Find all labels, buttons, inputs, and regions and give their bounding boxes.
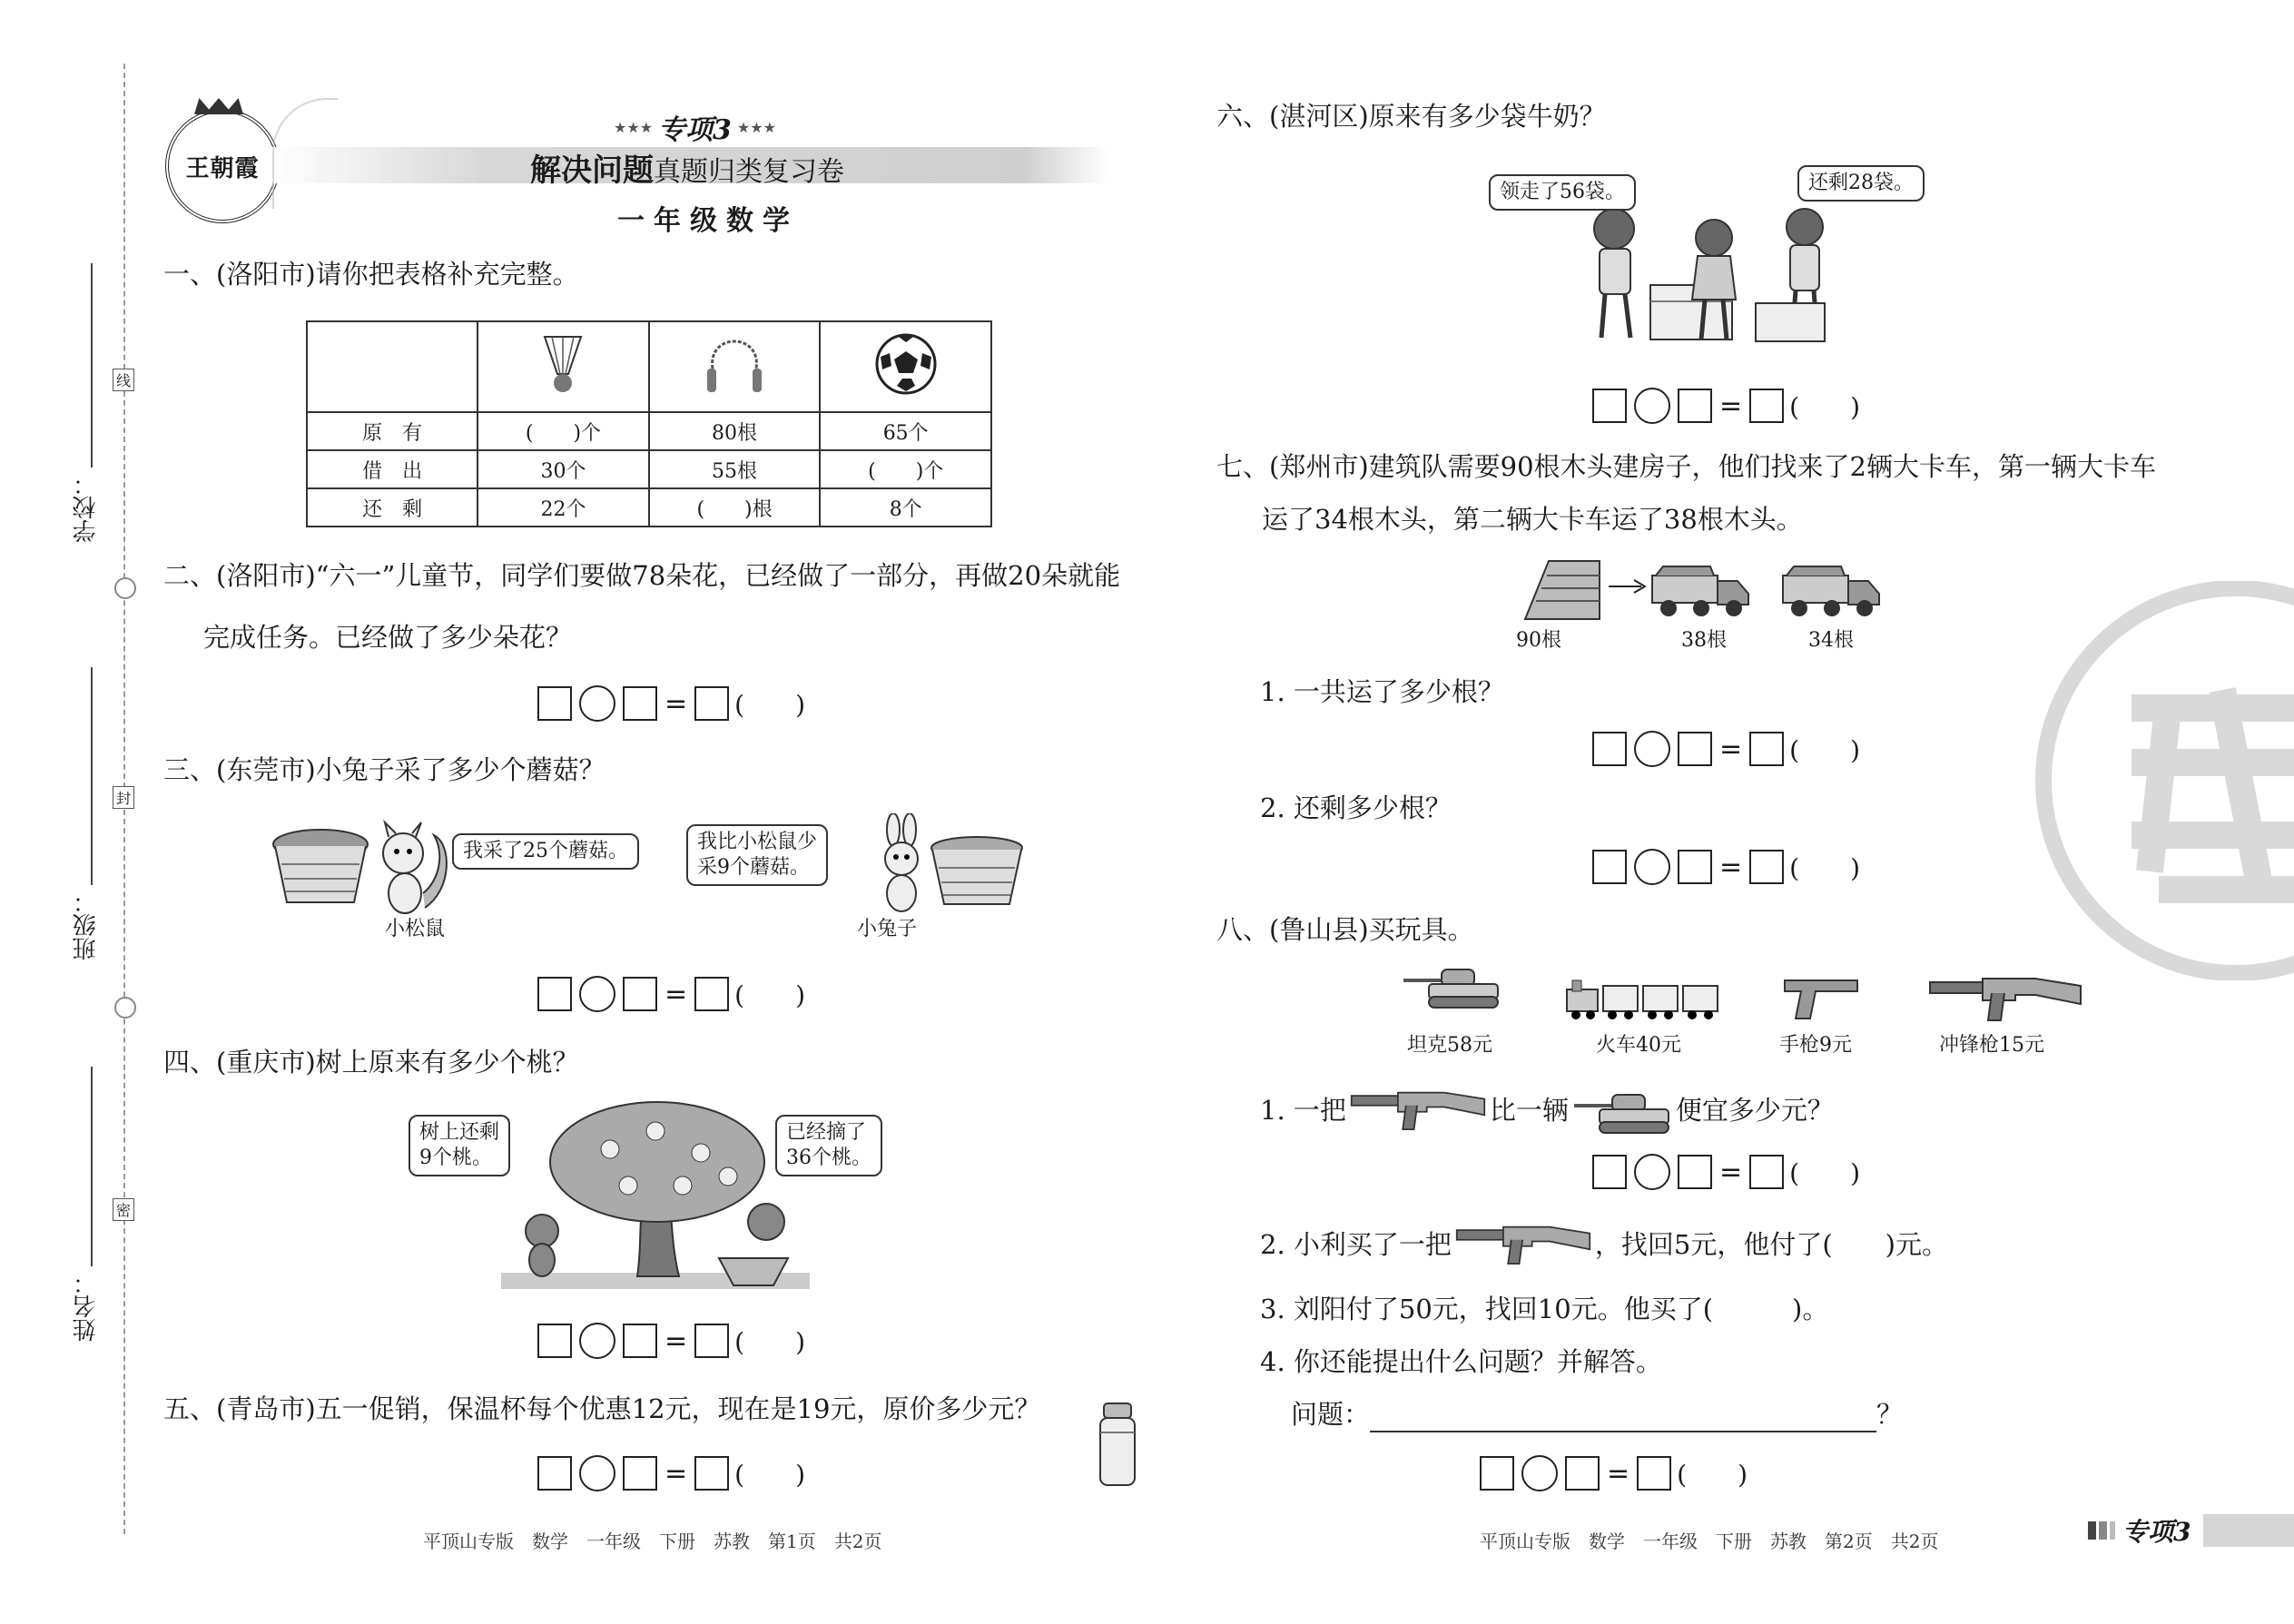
- logo-text: 王朝霞: [185, 154, 260, 182]
- q2-line1: 二、(洛阳市)“六一”儿童节，同学们要做78朵花，已经做了一部分，再做20朵就能: [163, 560, 1121, 591]
- operator-circle[interactable]: [1634, 731, 1670, 767]
- toy-label-pistol: 手枪9元: [1779, 1034, 1852, 1057]
- question-blank-line[interactable]: [1370, 1402, 1876, 1432]
- school-line[interactable]: [91, 263, 93, 468]
- answer-box[interactable]: [537, 1456, 572, 1491]
- logo-crown-icon: [194, 98, 243, 114]
- q8-sub4-equation: [1480, 1454, 1748, 1492]
- answer-box[interactable]: [694, 977, 729, 1011]
- operator-circle[interactable]: [1634, 388, 1670, 424]
- arrow-right-icon: [1607, 577, 1649, 595]
- q2-line2: 完成任务。已经做了多少朵花？: [203, 622, 573, 653]
- title-rest: 真题归类复习卷: [654, 156, 844, 188]
- school-label: 学校：: [73, 472, 100, 543]
- q7-line2: 运了34根木头，第二辆大卡车运了38根木头。: [1262, 504, 1803, 535]
- table-cell: 30个: [478, 450, 648, 488]
- rabbit-speech-bubble: 我比小松鼠少 采9个蘑菇。: [686, 824, 828, 886]
- q7-sub2-equation: [1592, 848, 1860, 886]
- q8-sub1-part-b: 比一辆: [1489, 1095, 1569, 1126]
- operator-circle[interactable]: [579, 1455, 615, 1491]
- submachine-gun-inline-icon-2: [1455, 1222, 1591, 1267]
- question-label: 问题：: [1291, 1399, 1371, 1430]
- footer-tag: [2088, 1512, 2294, 1549]
- operator-circle[interactable]: [579, 1323, 615, 1359]
- table-corner-cell: [307, 321, 478, 412]
- operator-circle[interactable]: [1521, 1455, 1558, 1491]
- toy-label-tank: 坦克58元: [1407, 1034, 1492, 1057]
- q5-text: 五、(青岛市)五一促销，保温杯每个优惠12元，现在是19元，原价多少元？: [163, 1393, 1041, 1424]
- q8-sub2: [1260, 1222, 1948, 1267]
- q8-text: 八、(鲁山县)买玩具。: [1216, 914, 1474, 945]
- row-label: 还 剩: [307, 488, 478, 527]
- tank-icon: [1402, 960, 1501, 1009]
- q7-sub1: 1. 一共运了多少根？: [1260, 676, 1504, 707]
- operator-circle[interactable]: [1634, 1154, 1670, 1190]
- toy-label-smg: 冲锋枪15元: [1939, 1034, 2044, 1057]
- q4-equation: [537, 1322, 805, 1360]
- operator-circle[interactable]: [579, 976, 615, 1012]
- q1-text: 一、(洛阳市)请你把表格补充完整。: [163, 259, 579, 290]
- q8-sub1: [1260, 1086, 1834, 1135]
- answer-box[interactable]: [694, 1324, 729, 1358]
- table-row: [307, 450, 991, 488]
- mushroom-basket-right-icon: [930, 833, 1024, 910]
- title-bold: 解决问题: [530, 153, 654, 189]
- answer-box[interactable]: [1565, 1456, 1600, 1491]
- q3-equation: [537, 975, 805, 1013]
- answer-box[interactable]: [537, 1324, 572, 1358]
- binding-mark-mid: 封: [113, 786, 134, 809]
- milk-children-scene-icon: [1578, 202, 1850, 356]
- answer-box[interactable]: [1678, 1155, 1712, 1189]
- answer-box[interactable]: [1678, 389, 1712, 423]
- binding-circle-1: [114, 577, 136, 599]
- equals-sign: =: [1719, 1156, 1743, 1188]
- table-cell[interactable]: ( )根: [649, 488, 821, 527]
- equals-sign: =: [665, 1324, 688, 1357]
- answer-box[interactable]: [623, 977, 657, 1011]
- class-label: 班级：: [73, 890, 100, 960]
- class-line[interactable]: [91, 667, 93, 885]
- binding-circle-2: [114, 997, 136, 1019]
- mushroom-basket-left-icon: [271, 824, 370, 908]
- binding-mark-bot: 密: [113, 1198, 134, 1221]
- equals-sign: =: [1719, 733, 1743, 765]
- train-icon: [1565, 979, 1719, 1020]
- subtitle: 一年级数学: [617, 205, 799, 237]
- truck-2-label: 34根: [1808, 629, 1854, 652]
- q4-text: 四、(重庆市)树上原来有多少个桃？: [163, 1047, 579, 1078]
- answer-box[interactable]: [537, 686, 572, 721]
- row-label: 借 出: [307, 450, 478, 488]
- unit-blank[interactable]: ( ): [1677, 1460, 1748, 1490]
- footer-tag-label: 专项3: [2122, 1517, 2191, 1547]
- stars-left: ★★★: [614, 118, 654, 136]
- answer-box[interactable]: [694, 686, 729, 721]
- q3-text: 三、(东莞市)小兔子采了多少个蘑菇？: [163, 754, 605, 785]
- answer-box[interactable]: [537, 977, 572, 1011]
- name-label: 姓名：: [73, 1271, 100, 1342]
- answer-box[interactable]: [1637, 1456, 1671, 1491]
- shuttlecock-icon: [536, 332, 590, 396]
- unit-blank[interactable]: ( ): [1789, 853, 1860, 883]
- equals-sign: =: [1719, 851, 1743, 883]
- table-cell: 80根: [649, 412, 821, 450]
- q7-line1: 七、(郑州市)建筑队需要90根木头建房子，他们找来了2辆大卡车，第一辆大卡车: [1216, 451, 2156, 482]
- q1-table: [306, 320, 992, 527]
- answer-box[interactable]: [623, 1324, 657, 1358]
- answer-box[interactable]: [1749, 389, 1784, 423]
- equals-sign: =: [665, 687, 688, 720]
- page-title: [530, 145, 844, 190]
- q8-sub4: 4. 你还能提出什么问题？并解答。: [1260, 1346, 1662, 1377]
- table-header-jumprope: [649, 321, 821, 412]
- answer-box[interactable]: [1678, 732, 1712, 766]
- series-label: 专项3: [658, 114, 732, 146]
- q8-sub1-part-a: 1. 一把: [1260, 1095, 1346, 1126]
- table-cell: 55根: [649, 450, 821, 488]
- jump-rope-icon: [698, 332, 771, 396]
- table-cell: 8个: [820, 488, 991, 527]
- answer-box[interactable]: [1592, 1155, 1627, 1189]
- answer-box[interactable]: [623, 686, 657, 721]
- equals-sign: =: [1719, 389, 1743, 422]
- stars-right: ★★★: [736, 118, 776, 136]
- unit-blank[interactable]: ( ): [1789, 1158, 1860, 1188]
- q8-sub1-equation: [1592, 1153, 1860, 1191]
- table-cell[interactable]: ( )个: [820, 450, 991, 488]
- submachine-gun-inline-icon: [1350, 1088, 1486, 1133]
- q5-equation: [537, 1454, 805, 1492]
- q8-sub2-part-a: 2. 小利买了一把: [1260, 1229, 1452, 1260]
- answer-box[interactable]: [1592, 389, 1627, 423]
- q8-sub2-part-b[interactable]: ，找回5元，他付了( )元。: [1594, 1229, 1948, 1260]
- q8-question-row: [1291, 1396, 1903, 1432]
- unit-blank[interactable]: ( ): [1789, 392, 1860, 422]
- q8-sub3[interactable]: 3. 刘阳付了50元，找回10元。他买了( )。: [1260, 1294, 1829, 1324]
- truck-1-icon: [1650, 563, 1752, 619]
- unit-blank[interactable]: ( ): [734, 1460, 805, 1490]
- table-header-ball: [820, 321, 991, 412]
- toy-label-train: 火车40元: [1596, 1034, 1681, 1057]
- monkey-right-speech-bubble: 已经摘了 36个桃。: [775, 1115, 882, 1176]
- name-line[interactable]: [91, 1067, 93, 1266]
- answer-box[interactable]: [1480, 1456, 1514, 1491]
- squirrel-label: 小松鼠: [385, 918, 446, 940]
- footer-right: 平顶山专版 数学 一年级 下册 苏教 第2页 共2页: [1480, 1530, 1939, 1552]
- logo: [165, 109, 280, 223]
- equals-sign: =: [665, 1457, 688, 1490]
- q6-left-speech-bubble: 领走了56袋。: [1489, 174, 1636, 211]
- answer-box[interactable]: [694, 1456, 729, 1491]
- q6-text: 六、(湛河区)原来有多少袋牛奶？: [1216, 101, 1606, 132]
- answer-box[interactable]: [1592, 850, 1627, 884]
- thermos-cup-icon: [1095, 1400, 1140, 1491]
- pistol-icon: [1783, 975, 1859, 1022]
- footer-tag-squares-icon: [2088, 1521, 2115, 1540]
- equals-sign: =: [665, 978, 688, 1010]
- unit-blank[interactable]: ( ): [734, 690, 805, 720]
- operator-circle[interactable]: [579, 685, 615, 722]
- table-header-shuttlecock: [478, 321, 648, 412]
- table-row: [307, 488, 991, 527]
- q2-equation: [537, 684, 805, 723]
- unit-blank[interactable]: ( ): [1789, 735, 1860, 765]
- footer-tag-band: [2203, 1514, 2294, 1547]
- q7-sub1-equation: [1592, 730, 1860, 768]
- answer-box[interactable]: [1592, 732, 1627, 766]
- table-cell: 22个: [478, 488, 648, 527]
- q7-sub2: 2. 还剩多少根？: [1260, 792, 1452, 823]
- answer-box[interactable]: [1678, 850, 1712, 884]
- row-label: 原 有: [307, 412, 478, 450]
- unit-blank[interactable]: ( ): [734, 1327, 805, 1357]
- q6-equation: [1592, 387, 1860, 425]
- truck-1-label: 38根: [1681, 629, 1727, 652]
- squirrel-speech-bubble: 我采了25个蘑菇。: [452, 833, 639, 870]
- wood-pile-icon: [1521, 556, 1603, 621]
- q8-sub1-part-c: 便宜多少元？: [1675, 1095, 1834, 1126]
- table-row: [307, 412, 991, 450]
- peach-tree-scene-icon: [501, 1095, 810, 1289]
- rabbit-icon: [870, 813, 933, 913]
- footer-left: 平顶山专版 数学 一年级 下册 苏教 第1页 共2页: [423, 1530, 882, 1552]
- table-cell: 65个: [820, 412, 991, 450]
- header-ribbon: [272, 98, 338, 209]
- binding-mark-top: 线: [113, 369, 134, 391]
- unit-blank[interactable]: ( ): [734, 980, 805, 1010]
- question-end: ？: [1876, 1399, 1904, 1430]
- q6-right-speech-bubble: 还剩28袋。: [1797, 165, 1925, 202]
- answer-box[interactable]: [1749, 1155, 1784, 1189]
- equals-sign: =: [1607, 1457, 1630, 1490]
- squirrel-icon: [370, 817, 450, 917]
- answer-box[interactable]: [1749, 732, 1784, 766]
- rabbit-label: 小兔子: [857, 918, 918, 940]
- answer-box[interactable]: [623, 1456, 657, 1491]
- operator-circle[interactable]: [1634, 849, 1670, 885]
- wood-label: 90根: [1516, 629, 1561, 652]
- truck-2-icon: [1781, 563, 1883, 619]
- tank-inline-icon: [1572, 1086, 1672, 1135]
- series-line: [614, 107, 776, 147]
- watermark-seal-icon: [2032, 581, 2294, 980]
- monkey-left-speech-bubble: 树上还剩 9个桃。: [409, 1115, 510, 1176]
- table-cell[interactable]: ( )个: [478, 412, 648, 450]
- submachine-gun-icon: [1928, 973, 2082, 1024]
- answer-box[interactable]: [1749, 850, 1784, 884]
- soccer-ball-icon: [873, 331, 939, 397]
